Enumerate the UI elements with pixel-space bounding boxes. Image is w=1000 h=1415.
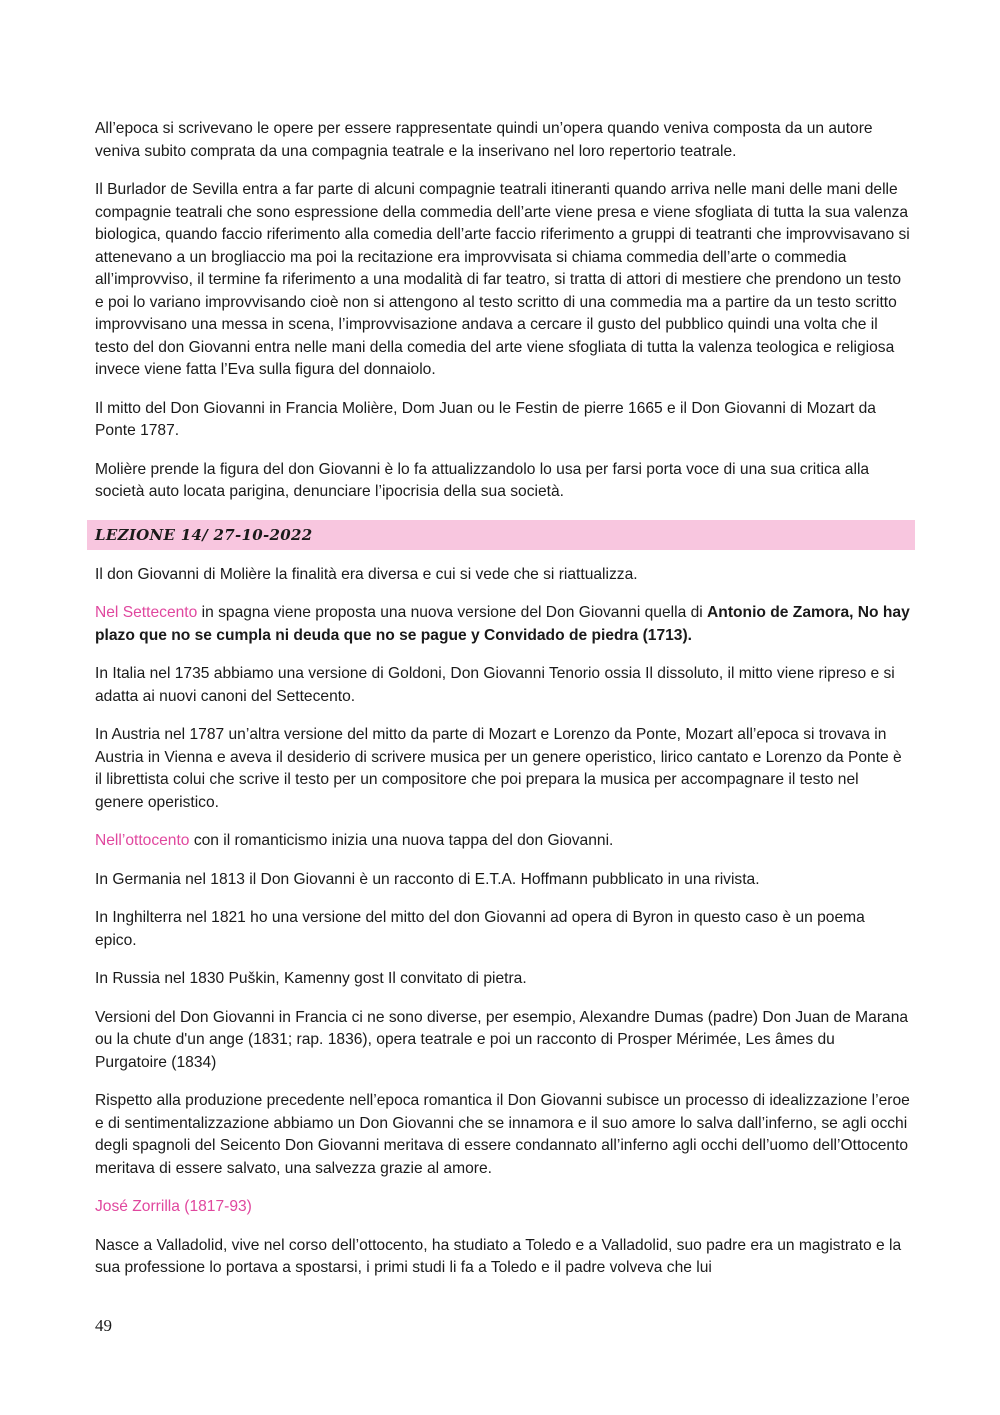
lesson-heading: LEZIONE 14/ 27-10-2022: [87, 520, 915, 550]
page-number: 49: [95, 1316, 112, 1335]
paragraph-ottocento: [95, 830, 910, 853]
paragraph-russia: In Russia nel 1830 Puškin, Kamenny gost Il convitato di pietra.: [95, 970, 527, 987]
settecento-text: in spagna viene proposta una nuova versione del Don Giovanni quella di: [197, 604, 708, 621]
paragraph-zorrilla: Nasce a Valladolid, vive nel corso dell’ottocento, ha studiato a Toledo e a Valladolid, suo padre era un magistrato e la sua professione lo portava a spostarsi, i primi studi li fa a Toledo e il padre volveva che lui: [95, 1236, 902, 1276]
zamora-title: Antonio de Zamora, No hay plazo que no se cumpla ni deuda que no se pague y Convidado de piedra (1713).: [95, 604, 910, 644]
ottocento-highlight: Nell’ottocento: [95, 832, 190, 849]
ottocento-text: con il romanticismo inizia una nuova tappa del don Giovanni.: [189, 832, 614, 849]
settecento-highlight: Nel Settecento: [95, 604, 198, 621]
paragraph-francia: Versioni del Don Giovanni in Francia ci ne sono diverse, per esempio, Alexandre Dumas (padre) Don Juan de Marana ou la chute d'un ange (1831; rap. 1836), opera teatrale e poi un racconto di Prosper Mérimée, Les âmes du Purgatoire (1834): [95, 1008, 909, 1071]
paragraph-moliere: Il don Giovanni di Molière la finalità era diversa e cui si vede che si riattualizza.: [95, 565, 638, 583]
paragraph-moliere-critica: Molière prende la figura del don Giovanni è lo fa attualizzandolo lo usa per farsi porta voce di una sua critica alla società auto locata parigina, denunciare l’ipocrisia della sua società.: [95, 460, 870, 500]
paragraph-germania: In Germania nel 1813 il Don Giovanni è un racconto di E.T.A. Hoffmann pubblicato in una rivista.: [95, 870, 760, 888]
paragraph-mitto-francia: Il mitto del Don Giovanni in Francia Molière, Dom Juan ou le Festin de pierre 1665 e il Don Giovanni di Mozart da Ponte 1787.: [95, 399, 876, 439]
paragraph-goldoni: In Italia nel 1735 abbiamo una versione di Goldoni, Don Giovanni Tenorio ossia Il dissoluto, il mitto viene ripreso e si adatta ai nuovi canoni del Settecento.: [95, 665, 895, 705]
paragraph-romantica: Rispetto alla produzione precedente nell’epoca romantica il Don Giovanni subisce un processo di idealizzazione l’eroe e di sentimentalizzazione abbiamo un Don Giovanni che se innamora e il suo amore lo salva dall’inferno, se agli occhi degli spagnoli del Seicento Don Giovanni meritava di essere condannato all’inferno agli occhi dell’uomo dell’Ottocento meritava di essere salvato, una salvezza grazie al amore.: [95, 1092, 910, 1177]
paragraph-settecento: [95, 602, 910, 647]
zorrilla-heading: José Zorrilla (1817-93): [95, 1198, 252, 1215]
paragraph-opere: All’epoca si scrivevano le opere per essere rappresentate quindi un’opera quando veniva composta da un autore veniva subito comprata da una compagnia teatrale e la inserivano nel loro repertorio teatrale.: [95, 120, 873, 160]
paragraph-mozart: In Austria nel 1787 un’altra versione del mitto da parte di Mozart e Lorenzo da Ponte, Mozart all’epoca si trovava in Austria in Vienna e aveva il desiderio di scrivere musica per un genere operistico, lirico cantato e Lorenzo da Ponte è il librettista colui che scrive il testo per un compositore che poi prepara la musica per accompagnare il testo nel genere operistico.: [95, 726, 902, 811]
document-page: [95, 118, 910, 1296]
paragraph-burlador: Il Burlador de Sevilla entra a far parte di alcuni compagnie teatrali itineranti quando arriva nelle mani delle mani delle compagnie teatrali che sono espressione della commedia dell’arte viene presa e viene sfogliata di tutta la sua valenza biologica, quando faccio riferimento alla comedia dell’arte faccio riferimento a gruppi di teatranti che improvvisavano si attenevano a un brogliaccio ma poi la recitazione era improvvisata si chiama commedia dell’arte o commedia all’improvviso, il termine fa riferimento a una modalità di far teatro, si tratta di attori di mestiere che prendono un testo e poi lo variano improvvisando cioè non si attengono al testo scritto di una commedia ma a partire da un testo scritto improvvisano una messa in scena, l’improvvisazione andava a cercare il gusto del pubblico quindi una volta che il testo del don Giovanni entra nelle mani della comedia del arte viene sfogliata di tutta la valenza teologica e religiosa invece viene fatta l’Eva sulla figura del donnaiolo.: [95, 181, 910, 378]
paragraph-inghilterra: In Inghilterra nel 1821 ho una versione del mitto del don Giovanni ad opera di Byron in questo caso è un poema epico.: [95, 909, 865, 949]
